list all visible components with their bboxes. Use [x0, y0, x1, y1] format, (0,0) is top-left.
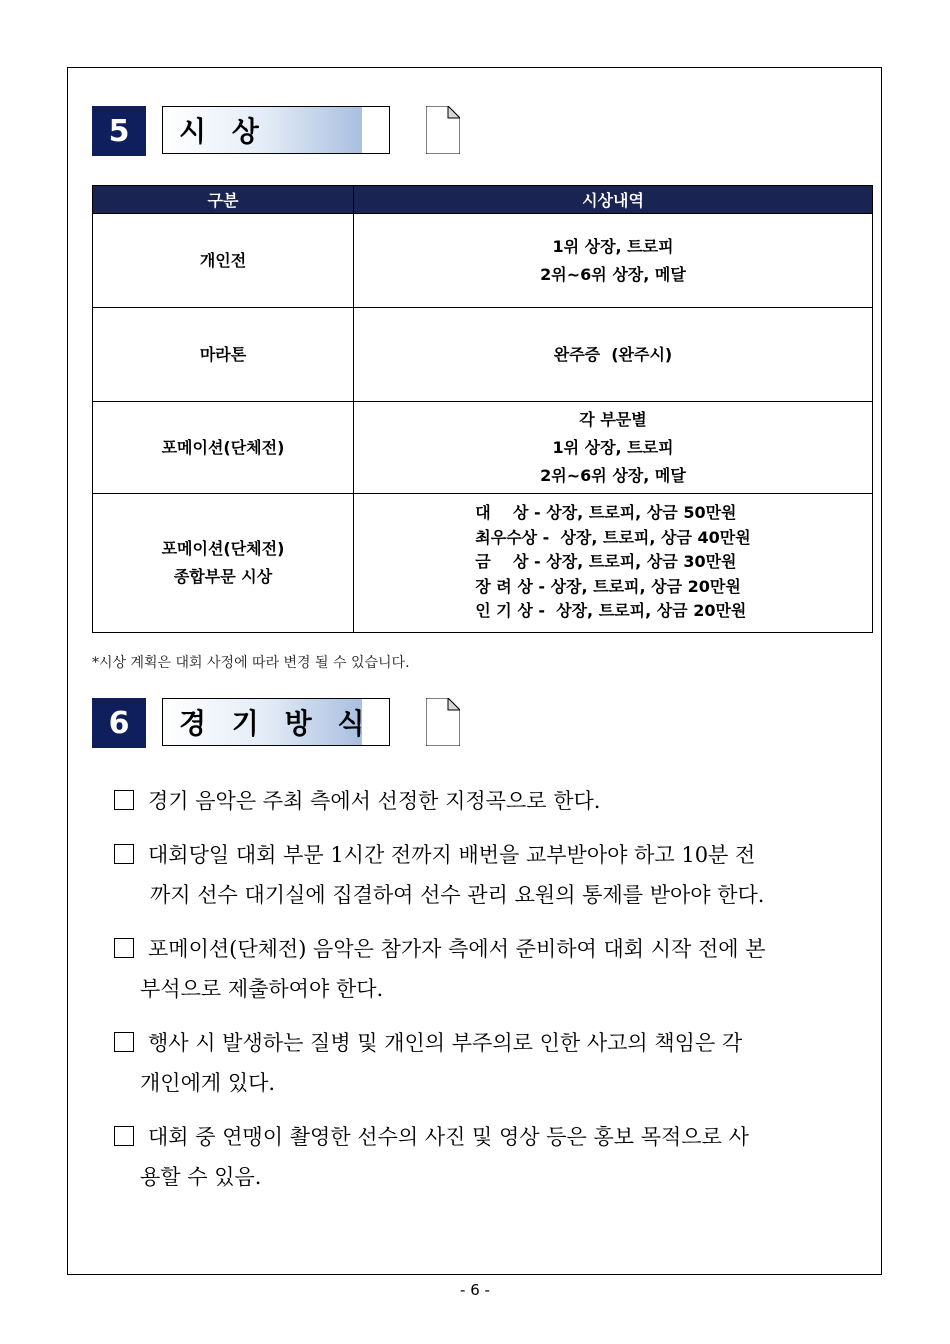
- checkbox-square-icon: [114, 938, 134, 958]
- checkbox-square-icon: [114, 1032, 134, 1052]
- list-item: 행사 시 발생하는 질병 및 개인의 부주의로 인한 사고의 책임은 각 개인에게 있다.: [110, 1022, 860, 1102]
- list-item: 포메이션(단체전) 음악은 참가자 측에서 준비하여 대회 시작 전에 본 부석으로 제출하여야 한다.: [110, 928, 860, 1008]
- row-awards: 각 부문별 1위 상장, 트로피 2위~6위 상장, 메달: [354, 402, 873, 494]
- table-row: [93, 494, 873, 633]
- row-category: 개인전: [93, 214, 354, 308]
- list-item: 대회 중 연맹이 촬영한 선수의 사진 및 영상 등은 홍보 목적으로 사 용할 수 있음.: [110, 1116, 860, 1196]
- row-awards: 완주증 (완주시): [354, 308, 873, 402]
- award-table: [92, 185, 873, 633]
- table-header-row: [93, 186, 873, 214]
- rules-list: [110, 780, 860, 1210]
- section6-title: 경 기 방 식: [162, 698, 390, 746]
- table-row: [93, 308, 873, 402]
- table-row: [93, 214, 873, 308]
- list-item: 경기 음악은 주최 측에서 선정한 지정곡으로 한다.: [110, 780, 860, 820]
- checkbox-square-icon: [114, 844, 134, 864]
- folded-corner-icon: [426, 698, 460, 746]
- list-item: 대회당일 대회 부문 1시간 전까지 배번을 교부받아야 하고 10분 전 까지 선수 대기실에 집결하여 선수 관리 요원의 통제를 받아야 한다.: [110, 834, 860, 914]
- checkbox-square-icon: [114, 1126, 134, 1146]
- row-category: 마라톤: [93, 308, 354, 402]
- table-row: [93, 402, 873, 494]
- row-category: 포메이션(단체전): [93, 402, 354, 494]
- row-category: 포메이션(단체전) 종합부문 시상: [93, 494, 354, 633]
- checkbox-square-icon: [114, 790, 134, 810]
- row-awards: 대 상 - 상장, 트로피, 상금 50만원 최우수상 - 상장, 트로피, 상금 40만원 금 상 - 상장, 트로피, 상금 30만원 장 려 상 - 상장, 트로피, 상금 20만원 인 기 상 - 상장, 트로피, 상금 20만원: [354, 494, 873, 633]
- page-number: - 6 -: [460, 1281, 490, 1299]
- header-category: 구분: [93, 186, 354, 214]
- section6-number: 6: [92, 698, 146, 748]
- section5-title: 시 상: [162, 106, 390, 154]
- award-note: *시상 계획은 대회 사정에 따라 변경 될 수 있습니다.: [92, 655, 410, 671]
- header-awards: 시상내역: [354, 186, 873, 214]
- folded-corner-icon: [426, 106, 460, 154]
- section5-number: 5: [92, 106, 146, 156]
- row-awards: 1위 상장, 트로피 2위~6위 상장, 메달: [354, 214, 873, 308]
